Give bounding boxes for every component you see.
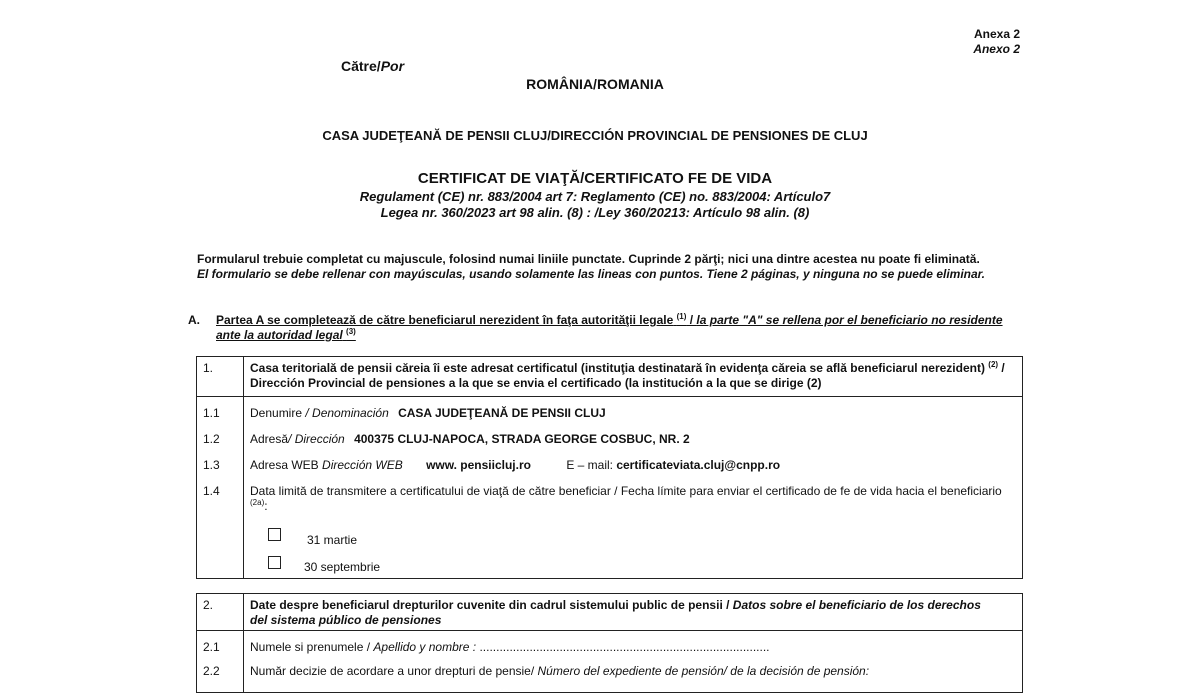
- section-1-heading-footnote: (2): [988, 360, 999, 369]
- checkbox-30-septembrie[interactable]: [268, 556, 281, 569]
- regulation-line-2: Legea nr. 360/2023 art 98 alin. (8) : /Ley 360/20213: Artículo 98 alin. (8): [380, 205, 810, 220]
- instructions-es: El formulario se debe rellenar con mayúsculas, usando solamente las lineas con puntos. Tiene 2 páginas, y ninguna no se puede eliminar.: [197, 267, 986, 281]
- annex-es: Anexo 2: [973, 42, 1020, 56]
- part-a-marker: A.: [188, 313, 200, 327]
- row-1-3-email: certificateviata.cluj@cnpp.ro: [616, 458, 781, 472]
- document-title: CERTIFICAT DE VIAŢĂ/CERTIFICATO FE DE VIDA: [417, 170, 773, 187]
- instructions: [197, 252, 1037, 282]
- section-2-header-divider: [196, 630, 1023, 631]
- section-1-heading: [250, 361, 1010, 391]
- section-2-heading-ro: Date despre beneficiarul drepturilor cuvenite din cadrul sistemului public de pensii /: [250, 598, 733, 612]
- catre-text: Către/: [341, 58, 381, 74]
- section-2-heading-es: Datos sobre el beneficiario de los derechos del sistema público de pensiones: [250, 598, 981, 627]
- row-1-3-web: www. pensiicluj.ro: [426, 458, 531, 472]
- section-2-number: 2.: [203, 598, 214, 612]
- row-2-2-label-es: Número del expediente de pensión/ de la decisión de pensión:: [537, 664, 870, 678]
- section-2-column-divider: [243, 593, 244, 693]
- row-2-1-label-ro: Numele si prenumele /: [250, 640, 374, 654]
- row-1-1: [250, 406, 1010, 421]
- row-1-3-number: 1.3: [203, 458, 220, 472]
- row-1-4-number: 1.4: [203, 484, 220, 498]
- institution-heading: CASA JUDEŢEANĂ DE PENSII CLUJ/DIRECCIÓN PROVINCIAL DE PENSIONES DE CLUJ: [322, 128, 868, 143]
- option-31-martie-label: 31 martie: [307, 533, 358, 547]
- row-1-1-label-ro: Denumire: [250, 406, 306, 420]
- row-1-2-number: 1.2: [203, 432, 220, 446]
- row-2-2-number: 2.2: [203, 664, 220, 678]
- row-1-4-footnote: (2a): [250, 498, 265, 507]
- section-1-number: 1.: [203, 361, 214, 375]
- row-1-3-email-label: E – mail:: [566, 458, 617, 472]
- instructions-ro: Formularul trebuie completat cu majuscule, folosind numai liniile punctate. Cuprinde 2 părţi; nici una dintre acestea nu poate fi eliminată.: [197, 252, 980, 266]
- row-2-2-label-ro: Număr decizie de acordare a unor drepturi de pensie/: [250, 664, 538, 678]
- row-1-4-text: Data limită de transmitere a certificatului de viaţă de către beneficiar / Fecha límite para enviar el certificado de fe de vida hacia el beneficiario: [250, 484, 1002, 498]
- option-30-septembrie-label: 30 septembrie: [304, 560, 381, 574]
- regulation-references: [0, 189, 1190, 221]
- row-1-4: [250, 484, 1005, 514]
- row-1-2-value: 400375 CLUJ-NAPOCA, STRADA GEORGE COSBUC, NR. 2: [354, 432, 690, 446]
- annex-ro: Anexa 2: [973, 27, 1020, 41]
- row-1-1-number: 1.1: [203, 406, 220, 420]
- row-1-2-label-es: / Dirección: [288, 432, 345, 446]
- part-a-footnote-1: (1): [676, 312, 687, 321]
- annex-label: [973, 27, 1020, 57]
- row-1-1-label-es: / Denominación: [305, 406, 389, 420]
- row-1-1-value: CASA JUDEŢEANĂ DE PENSII CLUJ: [398, 406, 606, 420]
- row-1-3-label-es: Dirección WEB: [322, 458, 403, 472]
- section-1-header-divider: [196, 396, 1023, 397]
- section-2-heading: [250, 598, 990, 628]
- row-1-3-label-ro: Adresa WEB: [250, 458, 323, 472]
- part-a-text-ro: Partea A se completează de către beneficiarul nerezident în faţa autorităţii legale: [216, 313, 674, 327]
- section-1-column-divider: [243, 356, 244, 579]
- regulation-line-1: Regulament (CE) nr. 883/2004 art 7: Reglamento (CE) no. 883/2004: Artículo7: [359, 189, 831, 204]
- row-1-2: [250, 432, 1010, 447]
- part-a-separator: /: [686, 313, 697, 327]
- row-2-1-dots[interactable]: .......................................................................................: [476, 640, 770, 654]
- row-2-1: [250, 640, 1010, 655]
- section-1-heading-ro: Casa teritorială de pensii căreia îi este adresat certificatul (instituţia destinatară în evidenţa căreia se află beneficiarul nerezident): [250, 361, 985, 375]
- row-1-2-label-ro: Adresă: [250, 432, 289, 446]
- part-a-text-es: la parte "A" se rellena por el beneficiario no residente ante la autoridad legal: [216, 313, 1003, 342]
- addressee-label: [341, 58, 404, 74]
- checkbox-31-martie[interactable]: [268, 528, 281, 541]
- country-heading: ROMÂNIA/ROMANIA: [526, 76, 664, 92]
- row-2-2: [250, 664, 1010, 679]
- row-2-1-label-es: Apellido y nombre :: [373, 640, 477, 654]
- section-1-heading-es: / Dirección Provincial de pensiones a la que se envia el certificado (la institución a la que se dirige (2): [250, 361, 1005, 390]
- por-text: Por: [380, 58, 405, 74]
- row-1-4-colon: :: [264, 499, 268, 513]
- row-1-3: [250, 458, 1010, 473]
- part-a-heading: [216, 313, 1026, 343]
- row-2-1-number: 2.1: [203, 640, 220, 654]
- part-a-footnote-3: (3): [346, 327, 356, 336]
